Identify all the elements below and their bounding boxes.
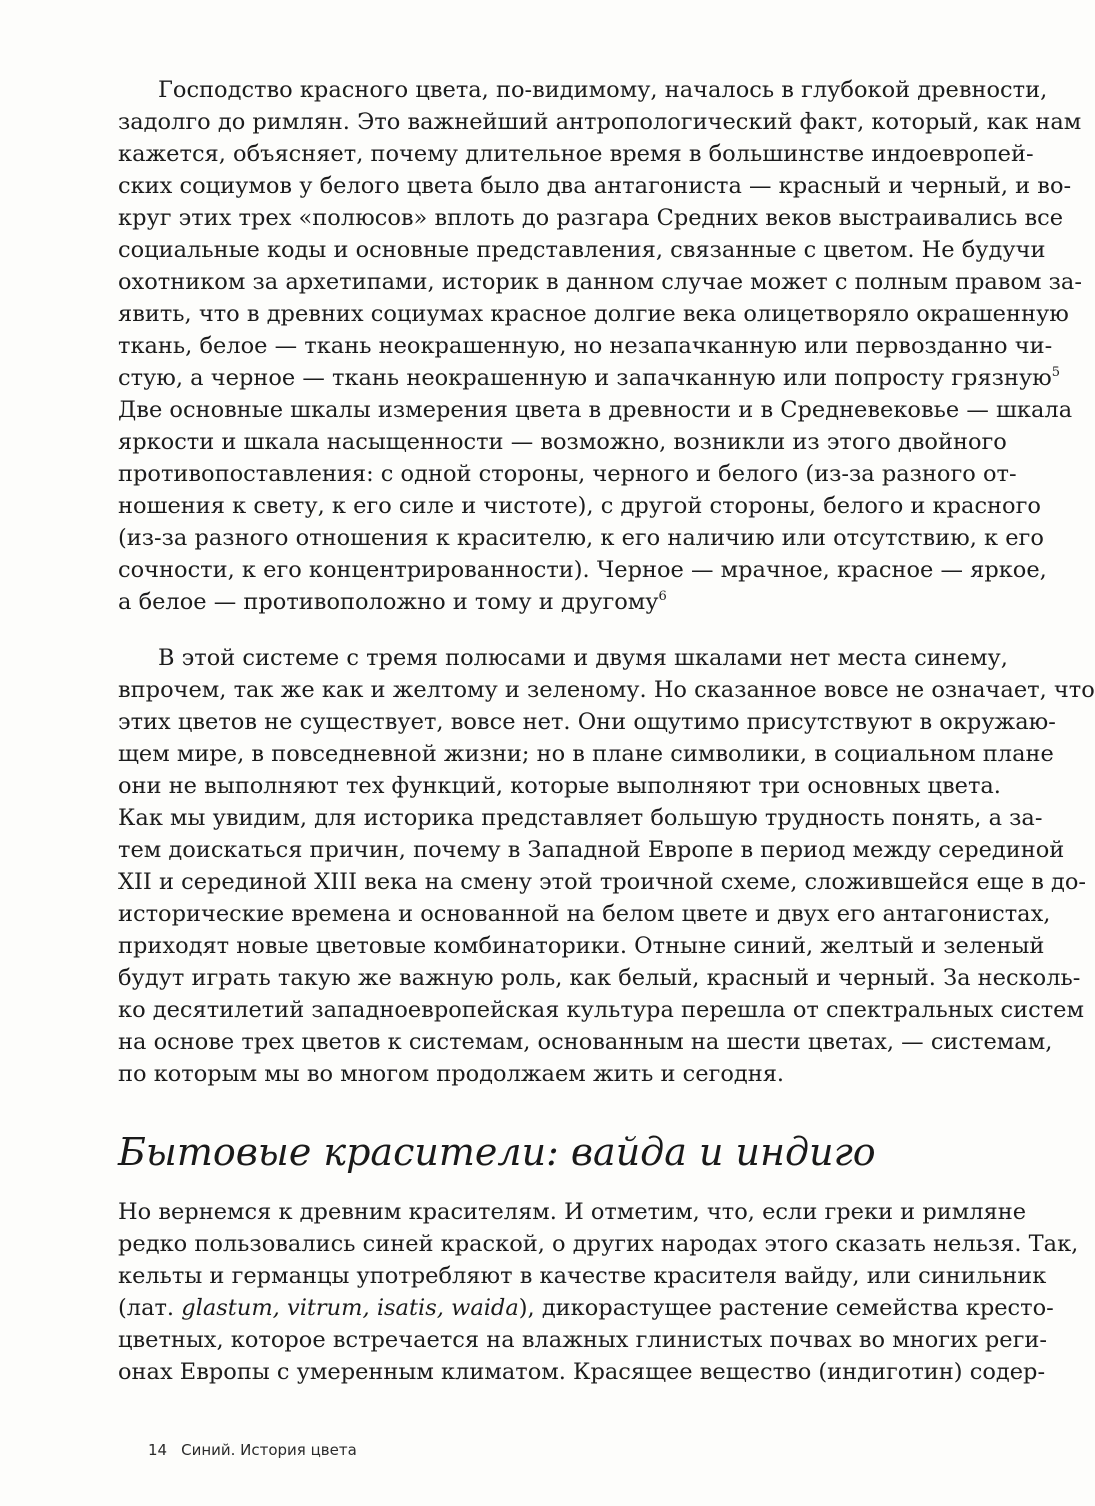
running-title: Синий. История цвета [181, 1441, 357, 1459]
text-line-content: Две основные шкалы измерения цвета в древности и в Средневековье — шкала [118, 397, 1073, 423]
text-line [118, 330, 1053, 362]
text-line [158, 642, 1008, 674]
text-line-content: В этой системе с тремя полюсами и двумя шкалами нет места синему, [158, 645, 1008, 671]
text-line [118, 106, 1082, 138]
text-line [118, 802, 1043, 834]
page-footer [148, 1441, 357, 1459]
text-line [118, 266, 1082, 298]
text-line-content: явить, что в древних социумах красное долгие века олицетворяло окрашенную [118, 301, 1069, 327]
text-line-content: круг этих трех «полюсов» вплоть до разгара Средних веков выстраивались все [118, 205, 1064, 231]
latin-terms: glastum, vitrum, isatis, waida [181, 1295, 519, 1321]
text-line: онах Европы с умеренным климатом. Красящее вещество (индиготин) содер- [118, 1359, 1046, 1385]
text-line: цветных, которое встречается на влажных глинистых почвах во многих реги- [118, 1327, 1047, 1353]
text-line-content: ношения к свету, к его силе и чистоте), с другой стороны, белого и красного [118, 493, 1041, 519]
text-line-content: они не выполняют тех функций, которые выполняют три основных цвета. [118, 773, 1001, 799]
text-line [158, 74, 1048, 106]
text-line [118, 298, 1069, 330]
text-line [118, 362, 1060, 394]
text-line [118, 706, 1056, 738]
text-line-content: приходят новые цветовые комбинаторики. Отныне синий, желтый и зеленый [118, 933, 1045, 959]
text-line-content: а белое — противоположно и тому и другому [118, 589, 659, 615]
page-number: 14 [148, 1441, 168, 1459]
text-line [118, 138, 1034, 170]
text-line-content: яркости и шкала насыщенности — возможно, возникли из этого двойного [118, 429, 1007, 455]
text-line [118, 394, 1073, 426]
text-line [118, 426, 1007, 458]
text-line-content: тем доискаться причин, почему в Западной Европе в период между серединой [118, 837, 1065, 863]
text-line [118, 170, 1072, 202]
text-fragment: ), дикорастущее растение семейства кресто- [518, 1295, 1054, 1321]
text-line [118, 490, 1041, 522]
footnote-ref: 6 [658, 589, 667, 604]
footnote-ref: 5 [1051, 365, 1060, 380]
text-line [118, 994, 1084, 1026]
text-line-content: по которым мы во многом продолжаем жить и сегодня. [118, 1061, 785, 1087]
text-fragment: (лат. [118, 1295, 182, 1321]
text-line: кельты и германцы употребляют в качестве красителя вайду, или синильник [118, 1263, 1047, 1289]
text-line-content: впрочем, так же как и желтому и зеленому. Но сказанное вовсе не означает, что [118, 677, 1095, 703]
text-line [118, 1292, 1054, 1324]
text-line-content: стую, а черное — ткань неокрашенную и запачканную или попросту грязную [118, 365, 1052, 391]
text-line [118, 962, 1081, 994]
text-line-content: противопоставления: с одной стороны, черного и белого (из-за разного от- [118, 461, 1017, 487]
text-line [118, 1026, 1053, 1058]
text-line [118, 554, 1047, 586]
text-line-content: кажется, объясняет, почему длительное время в большинстве индоевропей- [118, 141, 1034, 167]
text-line-content: задолго до римлян. Это важнейший антропологический факт, который, как нам [118, 109, 1082, 135]
text-line [118, 770, 1001, 802]
text-line [118, 674, 1095, 706]
text-line [118, 522, 1044, 554]
text-line [118, 738, 1054, 770]
text-line [118, 586, 940, 618]
text-line-content: этих цветов не существует, вовсе нет. Они ощутимо присутствуют в окружаю- [118, 709, 1056, 735]
text-line [118, 866, 1087, 898]
text-line-content: XII и серединой XIII века на смену этой троичной схеме, сложившейся еще в до- [118, 869, 1087, 895]
text-line-content: ко десятилетий западноевропейская культура перешла от спектральных систем [118, 997, 1084, 1023]
text-line [118, 898, 1051, 930]
text-line [118, 202, 1064, 234]
text-line-content: сочности, к его концентрированности). Черное — мрачное, красное — яркое, [118, 557, 1047, 583]
text-line-content: на основе трех цветов к системам, основанным на шести цветах, — системам, [118, 1029, 1053, 1055]
text-line [118, 1058, 940, 1090]
text-line [118, 234, 1046, 266]
text-line-content: социальные коды и основные представления, связанные с цветом. Не будучи [118, 237, 1046, 263]
text-line [118, 834, 1065, 866]
text-line [118, 930, 1045, 962]
text-line: Но вернемся к древним красителям. И отметим, что, если греки и римляне [118, 1199, 1027, 1225]
text-line-content: ских социумов у белого цвета было два антагониста — красный и черный, и во- [118, 173, 1072, 199]
text-line-content: Господство красного цвета, по-видимому, началось в глубокой древности, [158, 77, 1048, 103]
section-heading: Бытовые красители: вайда и индиго [118, 1130, 876, 1174]
text-line-content: (из-за разного отношения к красителю, к его наличию или отсутствию, к его [118, 525, 1044, 551]
text-line-content: ткань, белое — ткань неокрашенную, но незапачканную или первозданно чи- [118, 333, 1053, 359]
text-line-content: щем мире, в повседневной жизни; но в плане символики, в социальном плане [118, 741, 1054, 767]
text-line-content: охотником за архетипами, историк в данном случае может с полным правом за- [118, 269, 1082, 295]
text-line: редко пользовались синей краской, о других народах этого сказать нельзя. Так, [118, 1231, 1079, 1257]
text-line-content: исторические времена и основанной на белом цвете и двух его антагонистах, [118, 901, 1051, 927]
text-line-content: Как мы увидим, для историка представляет большую трудность понять, а за- [118, 805, 1043, 831]
text-line [118, 458, 1017, 490]
text-line-content: будут играть такую же важную роль, как белый, красный и черный. За несколь- [118, 965, 1081, 991]
